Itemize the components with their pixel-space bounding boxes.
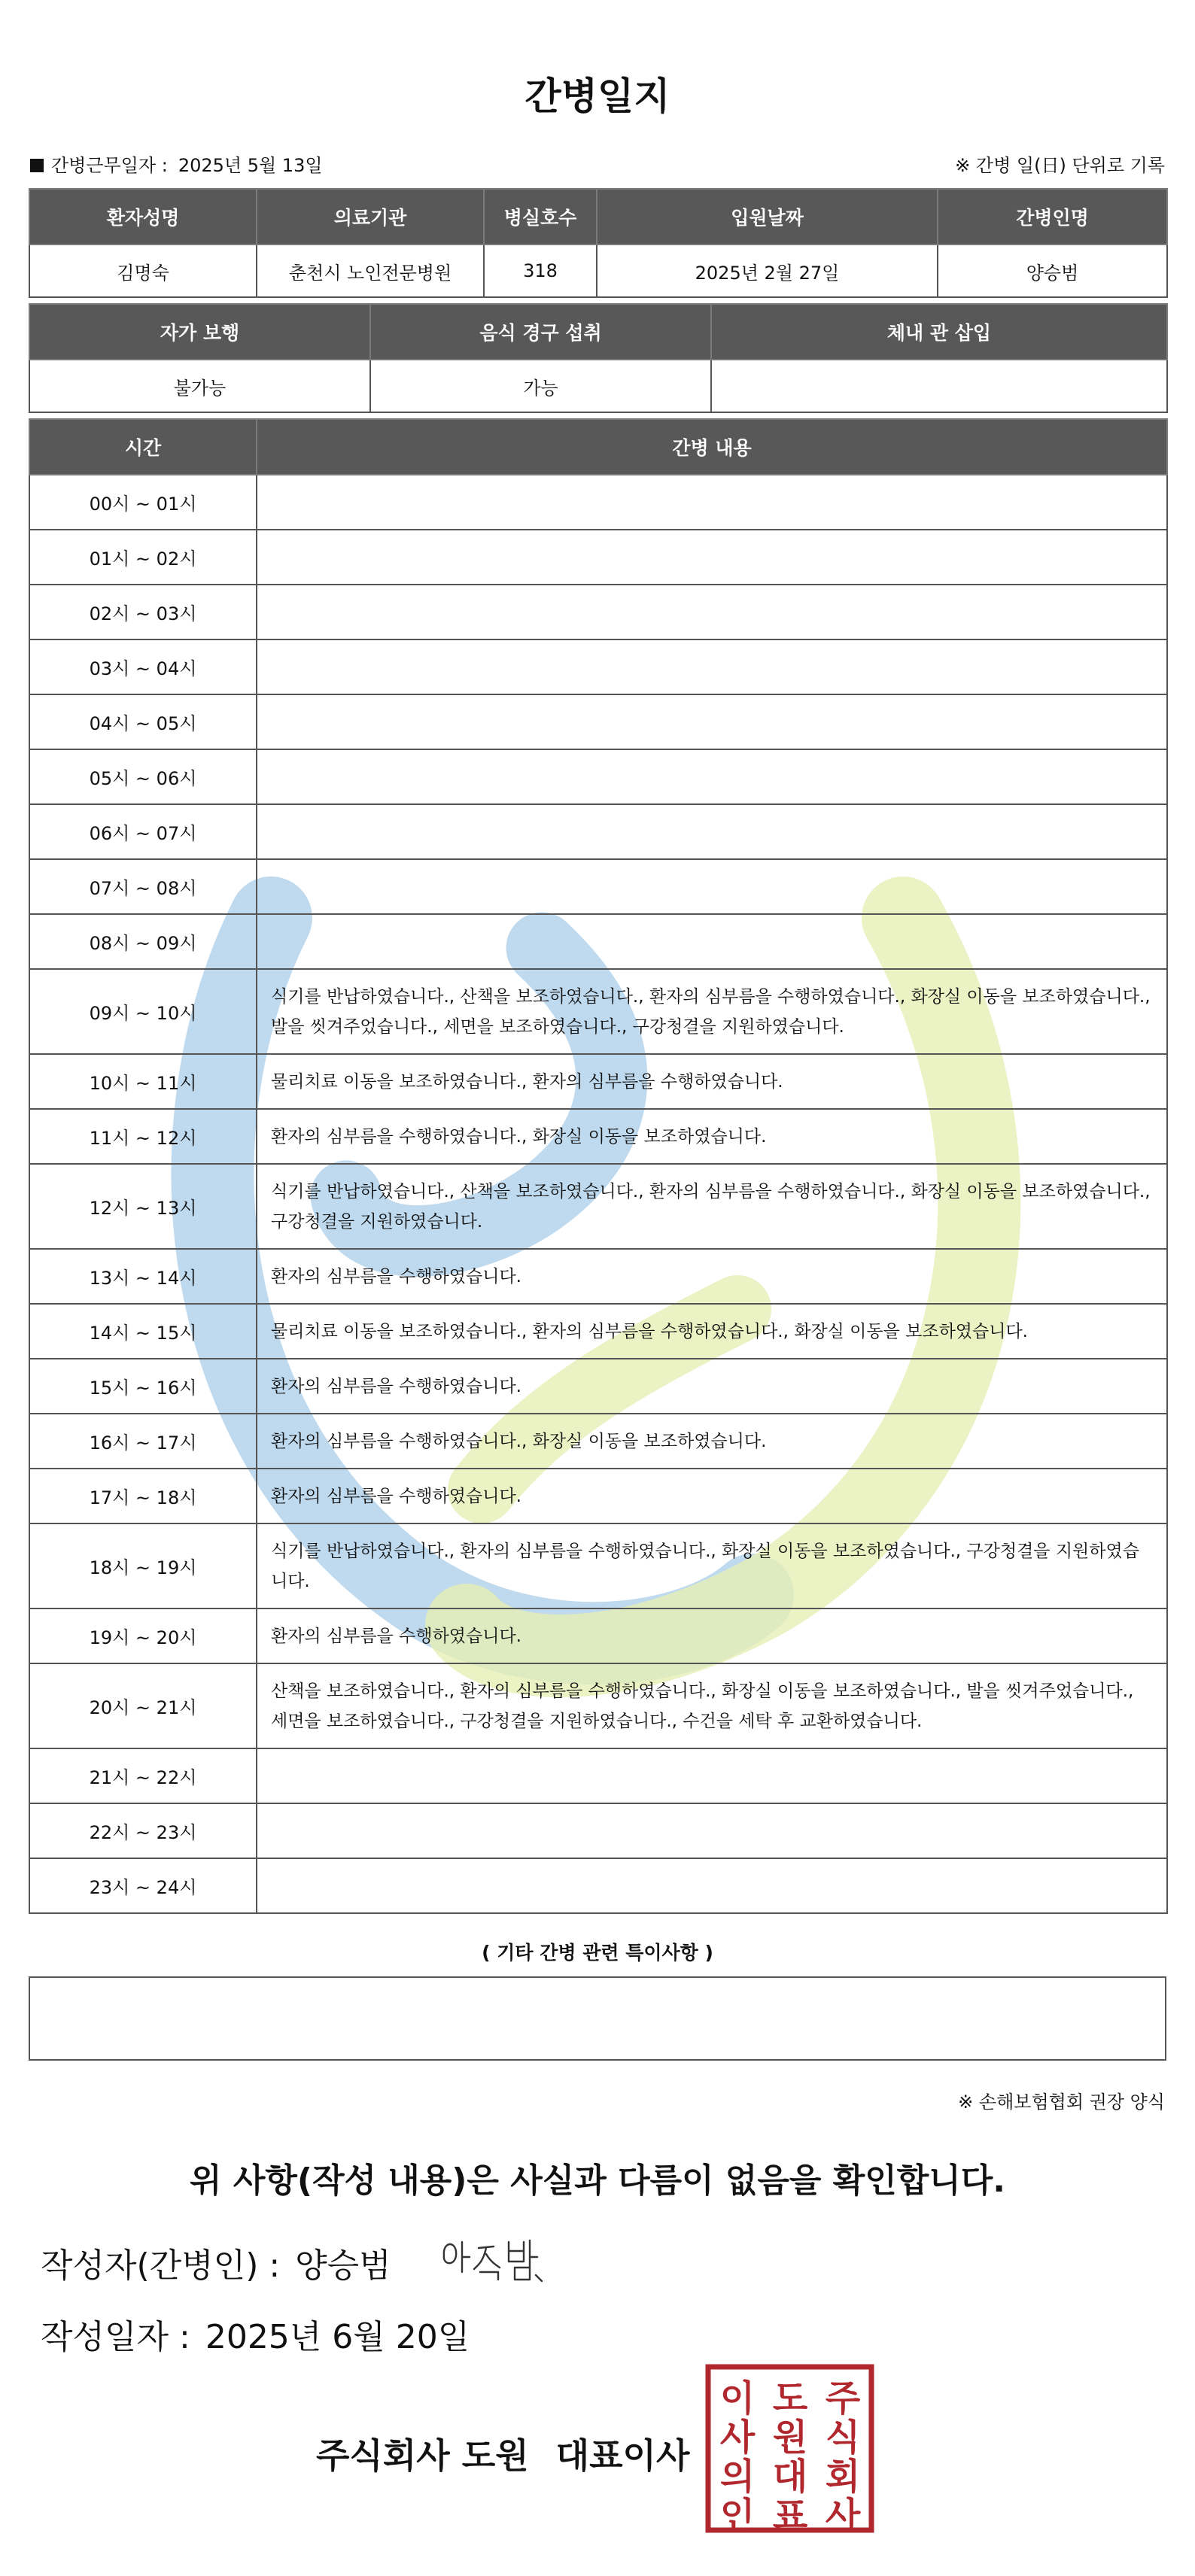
care-content: 산책을 보조하였습니다., 환자의 심부름을 수행하였습니다., 화장실 이동을 보조하였습니다., 발을 씻겨주었습니다., 세면을 보조하였습니다., 구강청결을 지원하였습니다., 수건을 세탁 후 교환하였습니다. bbox=[257, 1663, 1167, 1748]
patient-status-table bbox=[29, 303, 1168, 413]
time-slot: 01시 ~ 02시 bbox=[29, 530, 257, 585]
header-hospital: 의료기관 bbox=[257, 189, 484, 245]
seal-character: 대 bbox=[772, 2456, 808, 2498]
room-number: 318 bbox=[484, 245, 597, 297]
care-content bbox=[257, 804, 1167, 859]
patient-name: 김명숙 bbox=[29, 245, 257, 297]
header-care-content: 간병 내용 bbox=[257, 419, 1167, 475]
time-slot: 05시 ~ 06시 bbox=[29, 749, 257, 804]
notes-title: ( 기타 간병 관련 특이사항 ) bbox=[482, 1942, 713, 1964]
written-date-value: 2025년 6월 20일 bbox=[205, 2318, 470, 2356]
header-admission-date: 입원날짜 bbox=[597, 189, 938, 245]
table-row bbox=[29, 1249, 1167, 1304]
care-log-table bbox=[29, 418, 1168, 1914]
header-tube-insertion: 체내 관 삽입 bbox=[711, 304, 1167, 360]
care-content bbox=[257, 859, 1167, 914]
care-content: 식기를 반납하였습니다., 산책을 보조하였습니다., 환자의 심부름을 수행하였습니다., 화장실 이동을 보조하였습니다., 구강청결을 지원하였습니다. bbox=[257, 1164, 1167, 1249]
care-content: 식기를 반납하였습니다., 산책을 보조하였습니다., 환자의 심부름을 수행하였습니다., 화장실 이동을 보조하였습니다., 발을 씻겨주었습니다., 세면을 보조하였습니다., 구강청결을 지원하였습니다. bbox=[257, 969, 1167, 1054]
table-row bbox=[29, 1359, 1167, 1414]
table-row bbox=[29, 804, 1167, 859]
table-row bbox=[29, 1523, 1167, 1608]
care-content: 환자의 심부름을 수행하였습니다. bbox=[257, 1469, 1167, 1523]
self-walking-value: 불가능 bbox=[29, 360, 370, 412]
care-content bbox=[257, 694, 1167, 749]
care-content: 물리치료 이동을 보조하였습니다., 환자의 심부름을 수행하였습니다. bbox=[257, 1054, 1167, 1109]
care-content: 식기를 반납하였습니다., 환자의 심부름을 수행하였습니다., 화장실 이동을 보조하였습니다., 구강청결을 지원하였습니다. bbox=[257, 1523, 1167, 1608]
care-content bbox=[257, 530, 1167, 585]
care-content bbox=[257, 1803, 1167, 1858]
care-content bbox=[257, 1858, 1167, 1913]
care-content: 환자의 심부름을 수행하였습니다., 화장실 이동을 보조하였습니다. bbox=[257, 1109, 1167, 1164]
time-slot: 11시 ~ 12시 bbox=[29, 1109, 257, 1164]
header-room-number: 병실호수 bbox=[484, 189, 597, 245]
time-slot: 02시 ~ 03시 bbox=[29, 585, 257, 639]
writer-label: 작성자(간병인) : bbox=[41, 2246, 281, 2285]
footnote: ※ 손해보험협회 권장 양식 bbox=[958, 2091, 1165, 2113]
work-date-value: 2025년 5월 13일 bbox=[178, 155, 323, 176]
admission-date: 2025년 2월 27일 bbox=[597, 245, 938, 297]
time-slot: 23시 ~ 24시 bbox=[29, 1858, 257, 1913]
header-time: 시간 bbox=[29, 419, 257, 475]
care-content bbox=[257, 585, 1167, 639]
document-title: 간병일지 bbox=[525, 74, 670, 118]
table-row bbox=[29, 1663, 1167, 1748]
written-date-label: 작성일자 : bbox=[41, 2318, 190, 2356]
work-date bbox=[30, 150, 323, 177]
seal-character: 의 bbox=[719, 2456, 756, 2498]
time-slot: 07시 ~ 08시 bbox=[29, 859, 257, 914]
time-slot: 17시 ~ 18시 bbox=[29, 1469, 257, 1523]
seal-character: 사 bbox=[825, 2495, 861, 2533]
care-content bbox=[257, 914, 1167, 969]
time-slot: 22시 ~ 23시 bbox=[29, 1803, 257, 1858]
time-slot: 16시 ~ 17시 bbox=[29, 1414, 257, 1469]
time-slot: 03시 ~ 04시 bbox=[29, 639, 257, 694]
care-content: 환자의 심부름을 수행하였습니다. bbox=[257, 1249, 1167, 1304]
care-content bbox=[257, 639, 1167, 694]
table-row bbox=[29, 694, 1167, 749]
time-slot: 15시 ~ 16시 bbox=[29, 1359, 257, 1414]
table-row bbox=[29, 585, 1167, 639]
table-row bbox=[29, 1164, 1167, 1249]
header-oral-intake: 음식 경구 섭취 bbox=[370, 304, 711, 360]
time-slot: 13시 ~ 14시 bbox=[29, 1249, 257, 1304]
caregiver-name: 양승범 bbox=[938, 245, 1167, 297]
time-slot: 10시 ~ 11시 bbox=[29, 1054, 257, 1109]
handwritten-signature bbox=[436, 2225, 564, 2286]
time-slot: 20시 ~ 21시 bbox=[29, 1663, 257, 1748]
time-slot: 06시 ~ 07시 bbox=[29, 804, 257, 859]
time-slot: 08시 ~ 09시 bbox=[29, 914, 257, 969]
time-slot: 12시 ~ 13시 bbox=[29, 1164, 257, 1249]
writer-line bbox=[41, 2238, 391, 2286]
notes-box bbox=[29, 1976, 1166, 2061]
oral-intake-value: 가능 bbox=[370, 360, 711, 412]
table-row bbox=[29, 1803, 1167, 1858]
time-slot: 21시 ~ 22시 bbox=[29, 1748, 257, 1803]
seal-character: 원 bbox=[772, 2417, 808, 2459]
time-slot: 09시 ~ 10시 bbox=[29, 969, 257, 1054]
seal-character: 식 bbox=[825, 2417, 861, 2459]
table-row bbox=[29, 1608, 1167, 1663]
care-content: 환자의 심부름을 수행하였습니다., 화장실 이동을 보조하였습니다. bbox=[257, 1414, 1167, 1469]
table-row bbox=[29, 969, 1167, 1054]
header-patient-name: 환자성명 bbox=[29, 189, 257, 245]
table-row bbox=[29, 1414, 1167, 1469]
table-row bbox=[29, 1304, 1167, 1359]
tube-insertion-value bbox=[711, 360, 1167, 412]
care-content: 물리치료 이동을 보조하였습니다., 환자의 심부름을 수행하였습니다., 화장실 이동을 보조하였습니다. bbox=[257, 1304, 1167, 1359]
table-row bbox=[29, 1469, 1167, 1523]
seal-character: 인 bbox=[719, 2495, 756, 2533]
confirmation-statement: 위 사항(작성 내용)은 사실과 다름이 없음을 확인합니다. bbox=[190, 2161, 1005, 2200]
time-slot: 04시 ~ 05시 bbox=[29, 694, 257, 749]
care-content: 환자의 심부름을 수행하였습니다. bbox=[257, 1608, 1167, 1663]
square-bullet-icon bbox=[30, 159, 44, 172]
header-self-walking: 자가 보행 bbox=[29, 304, 370, 360]
table-row bbox=[29, 639, 1167, 694]
table-row bbox=[29, 859, 1167, 914]
patient-info-table bbox=[29, 188, 1168, 298]
care-content bbox=[257, 475, 1167, 530]
table-row bbox=[29, 1858, 1167, 1913]
hospital-name: 춘천시 노인전문병원 bbox=[257, 245, 484, 297]
table-row bbox=[29, 530, 1167, 585]
seal-character: 주 bbox=[825, 2377, 861, 2420]
care-content: 환자의 심부름을 수행하였습니다. bbox=[257, 1359, 1167, 1414]
seal-character: 도 bbox=[772, 2377, 808, 2420]
header-caregiver-name: 간병인명 bbox=[938, 189, 1167, 245]
company-seal bbox=[705, 2364, 874, 2533]
care-content bbox=[257, 1748, 1167, 1803]
time-slot: 14시 ~ 15시 bbox=[29, 1304, 257, 1359]
table-row bbox=[29, 749, 1167, 804]
table-row bbox=[29, 1109, 1167, 1164]
table-row bbox=[29, 475, 1167, 530]
table-row bbox=[29, 914, 1167, 969]
work-date-label: 간병근무일자 : bbox=[51, 155, 168, 176]
seal-character: 회 bbox=[825, 2456, 861, 2498]
time-slot: 00시 ~ 01시 bbox=[29, 475, 257, 530]
time-slot: 19시 ~ 20시 bbox=[29, 1608, 257, 1663]
representative-title: 대표이사 bbox=[555, 2435, 690, 2476]
care-content bbox=[257, 749, 1167, 804]
company-line bbox=[316, 2429, 689, 2478]
time-slot: 18시 ~ 19시 bbox=[29, 1523, 257, 1608]
table-row bbox=[29, 1054, 1167, 1109]
company-name: 주식회사 도원 bbox=[316, 2435, 529, 2476]
writer-name: 양승범 bbox=[295, 2246, 391, 2285]
seal-character: 사 bbox=[719, 2417, 756, 2459]
unit-note: ※ 간병 일(日) 단위로 기록 bbox=[955, 155, 1165, 176]
table-row bbox=[29, 1748, 1167, 1803]
seal-character: 표 bbox=[772, 2495, 808, 2533]
written-date-line bbox=[41, 2310, 470, 2358]
seal-character: 이 bbox=[719, 2377, 756, 2420]
care-log-body bbox=[29, 475, 1167, 1913]
